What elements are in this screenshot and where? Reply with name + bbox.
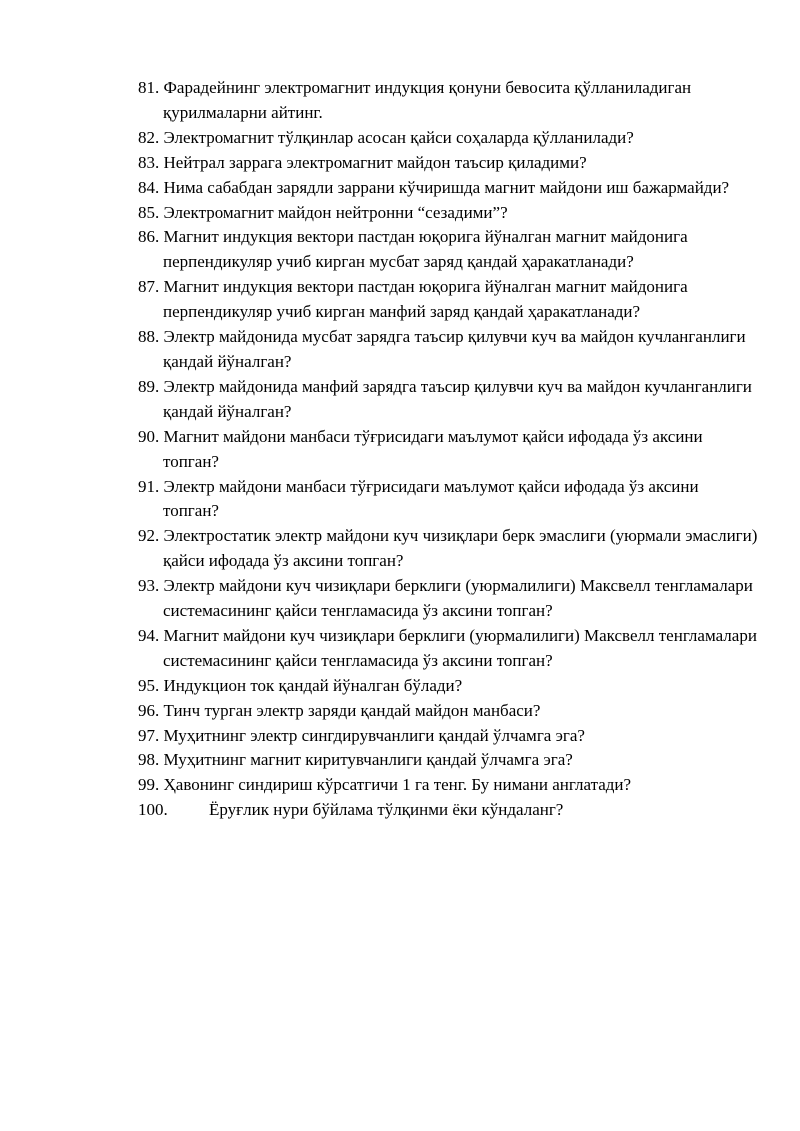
question-number: 94. <box>138 625 160 645</box>
question-text: Ёруғлик нури бўйлама тўлқинми ёки кўндаланг? <box>209 800 564 820</box>
question-text: Электромагнит тўлқинлар асосан қайси соҳаларда қўлланилади? <box>163 127 634 147</box>
question-item <box>138 151 758 176</box>
question-text: Тинч турган электр заряди қандай майдон манбаси? <box>163 700 541 720</box>
question-list <box>138 76 758 823</box>
question-item <box>138 798 758 823</box>
question-item <box>138 724 758 749</box>
question-text: Ҳавонинг синдириш кўрсатгичи 1 га тенг. Бу нимани англатади? <box>163 775 632 795</box>
question-item <box>138 425 758 475</box>
question-text: Магнит майдони куч чизиқлари берклиги (уюрмалилиги) Максвелл тенгламалари системасининг қайси тенгламасида ўз аксини топган? <box>163 625 757 670</box>
question-text: Магнит майдони манбаси тўғрисидаги маълумот қайси ифодада ўз аксини топган? <box>163 426 703 471</box>
question-number: 98. <box>138 750 160 770</box>
question-number: 99. <box>138 775 160 795</box>
question-number: 83. <box>138 152 160 172</box>
question-item <box>138 748 758 773</box>
question-number: 93. <box>138 576 160 596</box>
question-number: 84. <box>138 177 160 197</box>
question-number: 88. <box>138 327 160 347</box>
question-text: Муҳитнинг магнит киритувчанлиги қандай ўлчамга эга? <box>163 750 573 770</box>
question-item <box>138 699 758 724</box>
question-item <box>138 773 758 798</box>
question-number: 100. <box>138 800 168 820</box>
question-item <box>138 524 758 574</box>
question-item <box>138 475 758 525</box>
question-text: Электр майдони куч чизиқлари берклиги (уюрмалилиги) Максвелл тенгламалари системасининг қайси тенгламасида ўз аксини топган? <box>163 576 753 621</box>
question-number: 92. <box>138 526 160 546</box>
question-number: 90. <box>138 426 160 446</box>
question-item <box>138 375 758 425</box>
question-item <box>138 225 758 275</box>
question-item <box>138 126 758 151</box>
question-text: Электростатик электр майдони куч чизиқлари берк эмаслиги (уюрмали эмаслиги) қайси ифодада ўз аксини топган? <box>163 526 758 571</box>
question-number: 86. <box>138 227 160 247</box>
question-text: Электр майдонида мусбат зарядга таъсир қилувчи куч ва майдон кучланганлиги қандай йўналган? <box>163 327 746 371</box>
question-text: Нима сабабдан зарядли заррани кўчиришда магнит майдони иш бажармайди? <box>163 177 730 197</box>
question-number: 82. <box>138 127 160 147</box>
question-number: 91. <box>138 476 160 496</box>
question-text: Электромагнит майдон нейтронни “сезадими”? <box>163 202 508 222</box>
question-item <box>138 201 758 226</box>
question-number: 87. <box>138 277 160 297</box>
question-number: 81. <box>138 78 160 97</box>
question-text: Муҳитнинг электр сингдирувчанлиги қандай ўлчамга эга? <box>163 725 585 745</box>
question-number: 97. <box>138 725 160 745</box>
question-text: Фарадейнинг электромагнит индукция қонуни бевосита қўлланиладиган қурилмаларни айтинг. <box>163 78 692 122</box>
question-number: 96. <box>138 700 160 720</box>
question-item <box>138 275 758 325</box>
question-number: 89. <box>138 376 160 396</box>
question-number: 85. <box>138 202 160 222</box>
question-item <box>138 76 758 126</box>
question-item <box>138 574 758 624</box>
question-item <box>138 325 758 375</box>
question-text: Индукцион ток қандай йўналган бўлади? <box>163 675 463 695</box>
question-text: Нейтрал заррага электромагнит майдон таъсир қиладими? <box>163 152 587 172</box>
question-item <box>138 176 758 201</box>
question-text: Электр майдонида манфий зарядга таъсир қилувчи куч ва майдон кучланганлиги қандай йўналган? <box>163 376 752 421</box>
question-item <box>138 624 758 674</box>
question-text: Электр майдони манбаси тўғрисидаги маълумот қайси ифодада ўз аксини топган? <box>163 476 699 521</box>
question-item <box>138 674 758 699</box>
question-text: Магнит индукция вектори пастдан юқорига йўналган магнит майдонига перпендикуляр учиб кирган мусбат заряд қандай ҳаракатланади? <box>163 227 688 272</box>
question-number: 95. <box>138 675 160 695</box>
question-text: Магнит индукция вектори пастдан юқорига йўналган магнит майдонига перпендикуляр учиб кирган манфий заряд қандай ҳаракатланади? <box>163 277 688 322</box>
